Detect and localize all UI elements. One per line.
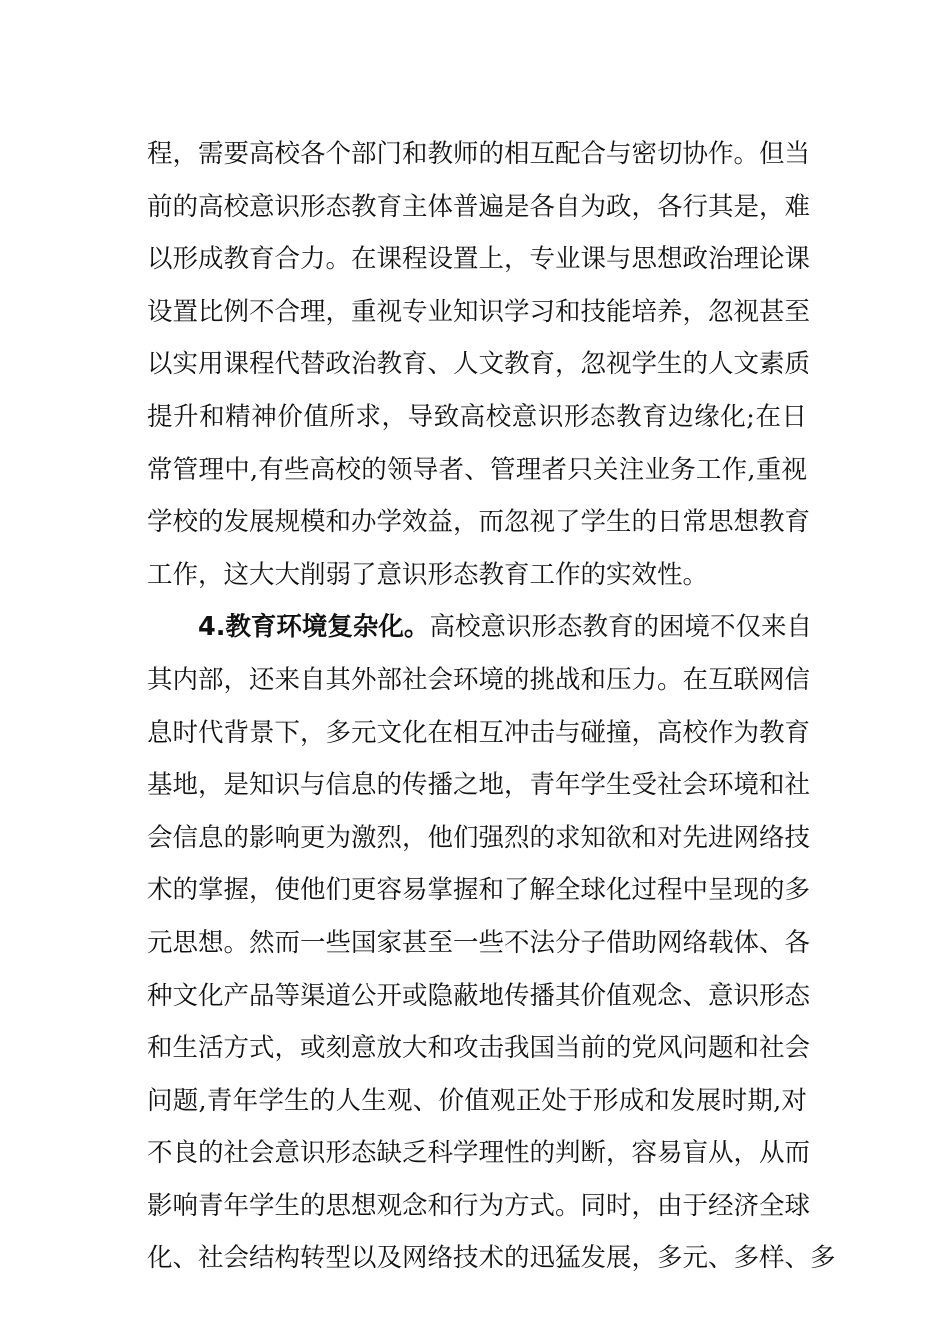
text-line: 和生活方式，或刻意放大和攻击我国当前的党风问题和社会 <box>147 1033 811 1064</box>
text-line: 会信息的影响更为激烈，他们强烈的求知欲和对先进网络技 <box>147 822 811 853</box>
text-line: 工作，这大大削弱了意识形态教育工作的实效性。 <box>147 559 709 590</box>
text-line: 提升和精神价值所求，导致高校意识形态教育边缘化;在日 <box>147 401 807 432</box>
text-line: 以实用课程代替政治教育、人文教育，忽视学生的人文素质 <box>147 349 811 380</box>
first-line-text: 高校意识形态教育的困境不仅来自 <box>429 612 812 643</box>
paragraph-2 <box>147 601 836 1285</box>
text-line: 问题,青年学生的人生观、价值观正处于形成和发展时期,对 <box>147 1085 807 1116</box>
text-line: 基地，是知识与信息的传播之地，青年学生受社会环境和社 <box>147 770 811 801</box>
text-line: 设置比例不合理，重视专业知识学习和技能培养，忽视甚至 <box>147 296 811 327</box>
section-heading: 4.教育环境复杂化。 <box>198 612 430 643</box>
text-line: 息时代背景下，多元文化在相互冲击与碰撞，高校作为教育 <box>147 717 811 748</box>
text-line: 其内部，还来自其外部社会环境的挑战和压力。在互联网信 <box>147 664 811 695</box>
text-line: 影响青年学生的思想观念和行为方式。同时，由于经济全球 <box>147 1190 811 1221</box>
text-line: 学校的发展规模和办学效益，而忽视了学生的日常思想教育 <box>147 507 811 538</box>
text-line: 化、社会结构转型以及网络技术的迅猛发展，多元、多样、多 <box>147 1243 836 1274</box>
text-line: 程，需要高校各个部门和教师的相互配合与密切协作。但当 <box>147 139 811 169</box>
paragraph-1 <box>147 128 811 601</box>
body-text <box>147 128 836 1285</box>
text-line: 常管理中,有些高校的领导者、管理者只关注业务工作,重视 <box>147 454 807 485</box>
text-line: 以形成教育合力。在课程设置上，专业课与思想政治理论课 <box>147 244 811 275</box>
text-line: 前的高校意识形态教育主体普遍是各自为政，各行其是，难 <box>147 191 811 222</box>
text-line: 种文化产品等渠道公开或隐蔽地传播其价值观念、意识形态 <box>147 980 811 1011</box>
text-line: 元思想。然而一些国家甚至一些不法分子借助网络载体、各 <box>147 927 811 958</box>
paragraph-first-line <box>147 601 812 654</box>
text-line: 不良的社会意识形态缺乏科学理性的判断，容易盲从，从而 <box>147 1138 811 1169</box>
text-line: 术的掌握，使他们更容易掌握和了解全球化过程中呈现的多 <box>147 875 811 906</box>
